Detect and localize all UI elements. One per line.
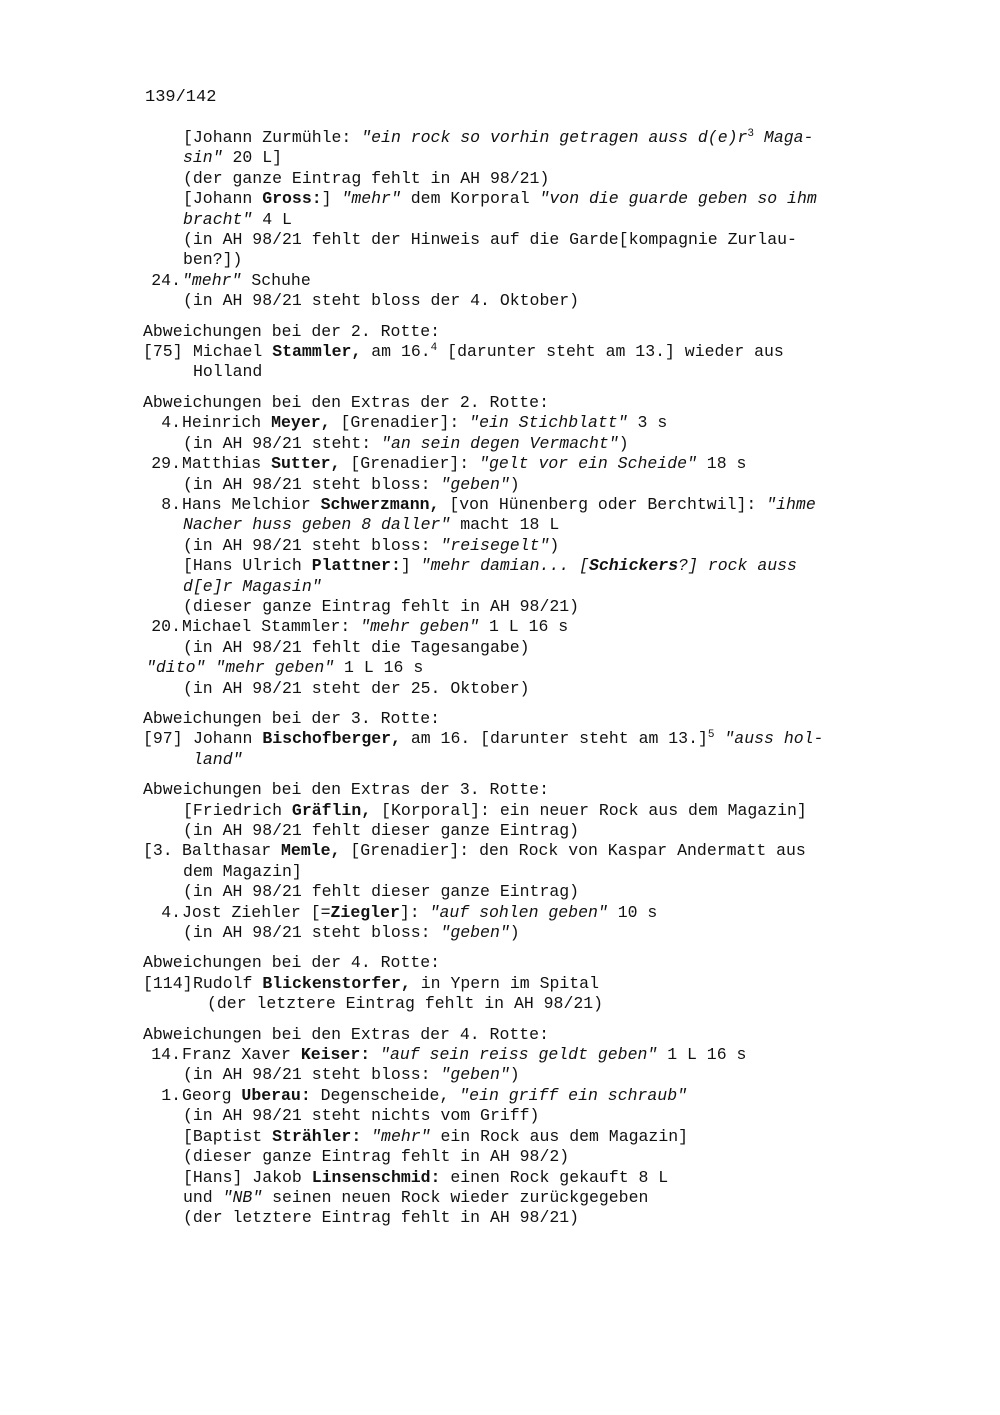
note-line: (in AH 98/21 steht der 25. Oktober) — [183, 678, 530, 698]
section-rotte-4 — [143, 953, 918, 1014]
note-line: (dieser ganze Eintrag fehlt in AH 98/2) — [183, 1147, 570, 1167]
section-heading: Abweichungen bei der 2. Rotte: — [143, 321, 441, 341]
section-heading: Abweichungen bei der 4. Rotte: — [143, 953, 441, 973]
entry-line: 4. Heinrich Meyer, [Grenadier]: "ein Stichblatt" 3 s — [161, 413, 668, 433]
section-heading: Abweichungen bei den Extras der 4. Rotte: — [143, 1024, 549, 1044]
note-line: (in AH 98/21 steht bloss: "geben") — [183, 474, 520, 494]
section-extras-rotte-2 — [143, 393, 918, 699]
text-line: bracht" 4 L — [183, 209, 292, 229]
text-line: [Friedrich Gräflin, [Korporal]: ein neuer Rock aus dem Magazin] — [183, 800, 807, 820]
text-line: Nacher huss geben 8 daller" macht 18 L — [183, 515, 560, 535]
entry-line: [97] Johann Bischofberger, am 16. [darunter steht am 13.]$^5$ "auss hol- — [143, 729, 824, 749]
text-line: [Johann Zurmühle: "ein rock so vorhin getragen auss $d(e)r^3$ Maga- — [183, 128, 814, 147]
note-line: (in AH 98/21 fehlt dieser ganze Eintrag) — [183, 821, 580, 840]
text-line: und "NB" seinen neuen Rock wieder zurückgegeben — [183, 1187, 649, 1207]
entry-line: 1. Georg Uberau: Degenscheide, "ein griff ein schraub" — [161, 1085, 688, 1105]
entry-line: [3. Balthasar Memle, [Grenadier]: den Rock von Kaspar Andermatt aus — [143, 841, 806, 861]
text-line: [Johann Gross:] "mehr" dem Korporal "von die guarde geben so ihm — [183, 189, 817, 209]
text-line: d[e]r Magasin" — [183, 576, 322, 596]
note-line: (der letztere Eintrag fehlt in AH 98/21) — [207, 994, 604, 1014]
text-line: land" — [193, 749, 243, 769]
section-heading: Abweichungen bei den Extras der 3. Rotte: — [143, 780, 549, 800]
note-line: (in AH 98/21 fehlt die Tagesangabe) — [183, 637, 530, 657]
entry-line: [75] Michael Stammler, am 16.$^4$ [darunter steht am 13.] wieder aus — [143, 342, 784, 362]
note-line: (in AH 98/21 steht nichts vom Griff) — [183, 1106, 540, 1126]
text-line: [Hans] Jakob Linsenschmid: einen Rock gekauft 8 L — [183, 1167, 669, 1187]
entry-line: 8. Hans Melchior Schwerzmann, [von Hünenberg oder Berchtwil]: "ihme — [161, 494, 816, 514]
text-line: sin" 20 L] — [183, 148, 283, 168]
note-line: (in AH 98/21 fehlt der Hinweis auf die Garde[kompagnie Zurlau- — [183, 230, 797, 250]
text-line: [Hans Ulrich Plattner:] "mehr damian... [Schickers?] rock auss — [183, 556, 797, 576]
note-line: ben?]) — [183, 250, 243, 270]
document-body — [143, 128, 918, 1229]
entry-line: 29. Matthias Sutter, [Grenadier]: "gelt vor ein Scheide" 18 s — [151, 454, 747, 474]
note-line: (in AH 98/21 steht bloss: "geben") — [183, 923, 520, 943]
entry-line: 20. Michael Stammler: "mehr geben" 1 L 16 s — [151, 617, 569, 637]
section-extras-rotte-4 — [143, 1025, 918, 1229]
page-number: 139/142 — [145, 88, 217, 107]
note-line: (in AH 98/21 steht bloss: "geben") — [183, 1065, 520, 1085]
entry-line: [114] Rudolf Blickenstorfer, in Ypern im Spital — [143, 973, 599, 993]
note-line: (dieser ganze Eintrag fehlt in AH 98/21) — [183, 596, 580, 616]
text-line: "dito" "mehr geben" 1 L 16 s — [146, 658, 424, 678]
section-rotte-3 — [143, 709, 918, 770]
note-line: (der letztere Eintrag fehlt in AH 98/21) — [183, 1208, 580, 1228]
entry-line: 4. Jost Ziehler [=Ziegler]: "auf sohlen geben" 10 s — [161, 902, 658, 922]
entry-continuation-block — [143, 128, 918, 312]
note-line: (in AH 98/21 steht bloss: "reisegelt") — [183, 535, 560, 555]
section-rotte-2 — [143, 322, 918, 383]
section-heading: Abweichungen bei den Extras der 2. Rotte: — [143, 392, 549, 412]
entry-line: 14. Franz Xaver Keiser: "auf sein reiss geldt geben" 1 L 16 s — [151, 1045, 747, 1065]
section-extras-rotte-3 — [143, 780, 918, 943]
section-heading: Abweichungen bei der 3. Rotte: — [143, 708, 441, 728]
note-line: (der ganze Eintrag fehlt in AH 98/21) — [183, 168, 550, 188]
note-line: (in AH 98/21 fehlt dieser ganze Eintrag) — [183, 882, 580, 902]
text-line: [Baptist Strähler: "mehr" ein Rock aus dem Magazin] — [183, 1126, 689, 1146]
note-line: (in AH 98/21 steht: "an sein degen Vermacht") — [183, 433, 629, 453]
entry-line: 24. "mehr" Schuhe — [151, 270, 311, 290]
text-line: dem Magazin] — [183, 861, 302, 881]
note-line: (in AH 98/21 steht bloss der 4. Oktober) — [183, 291, 580, 311]
text-line: Holland — [193, 362, 263, 382]
